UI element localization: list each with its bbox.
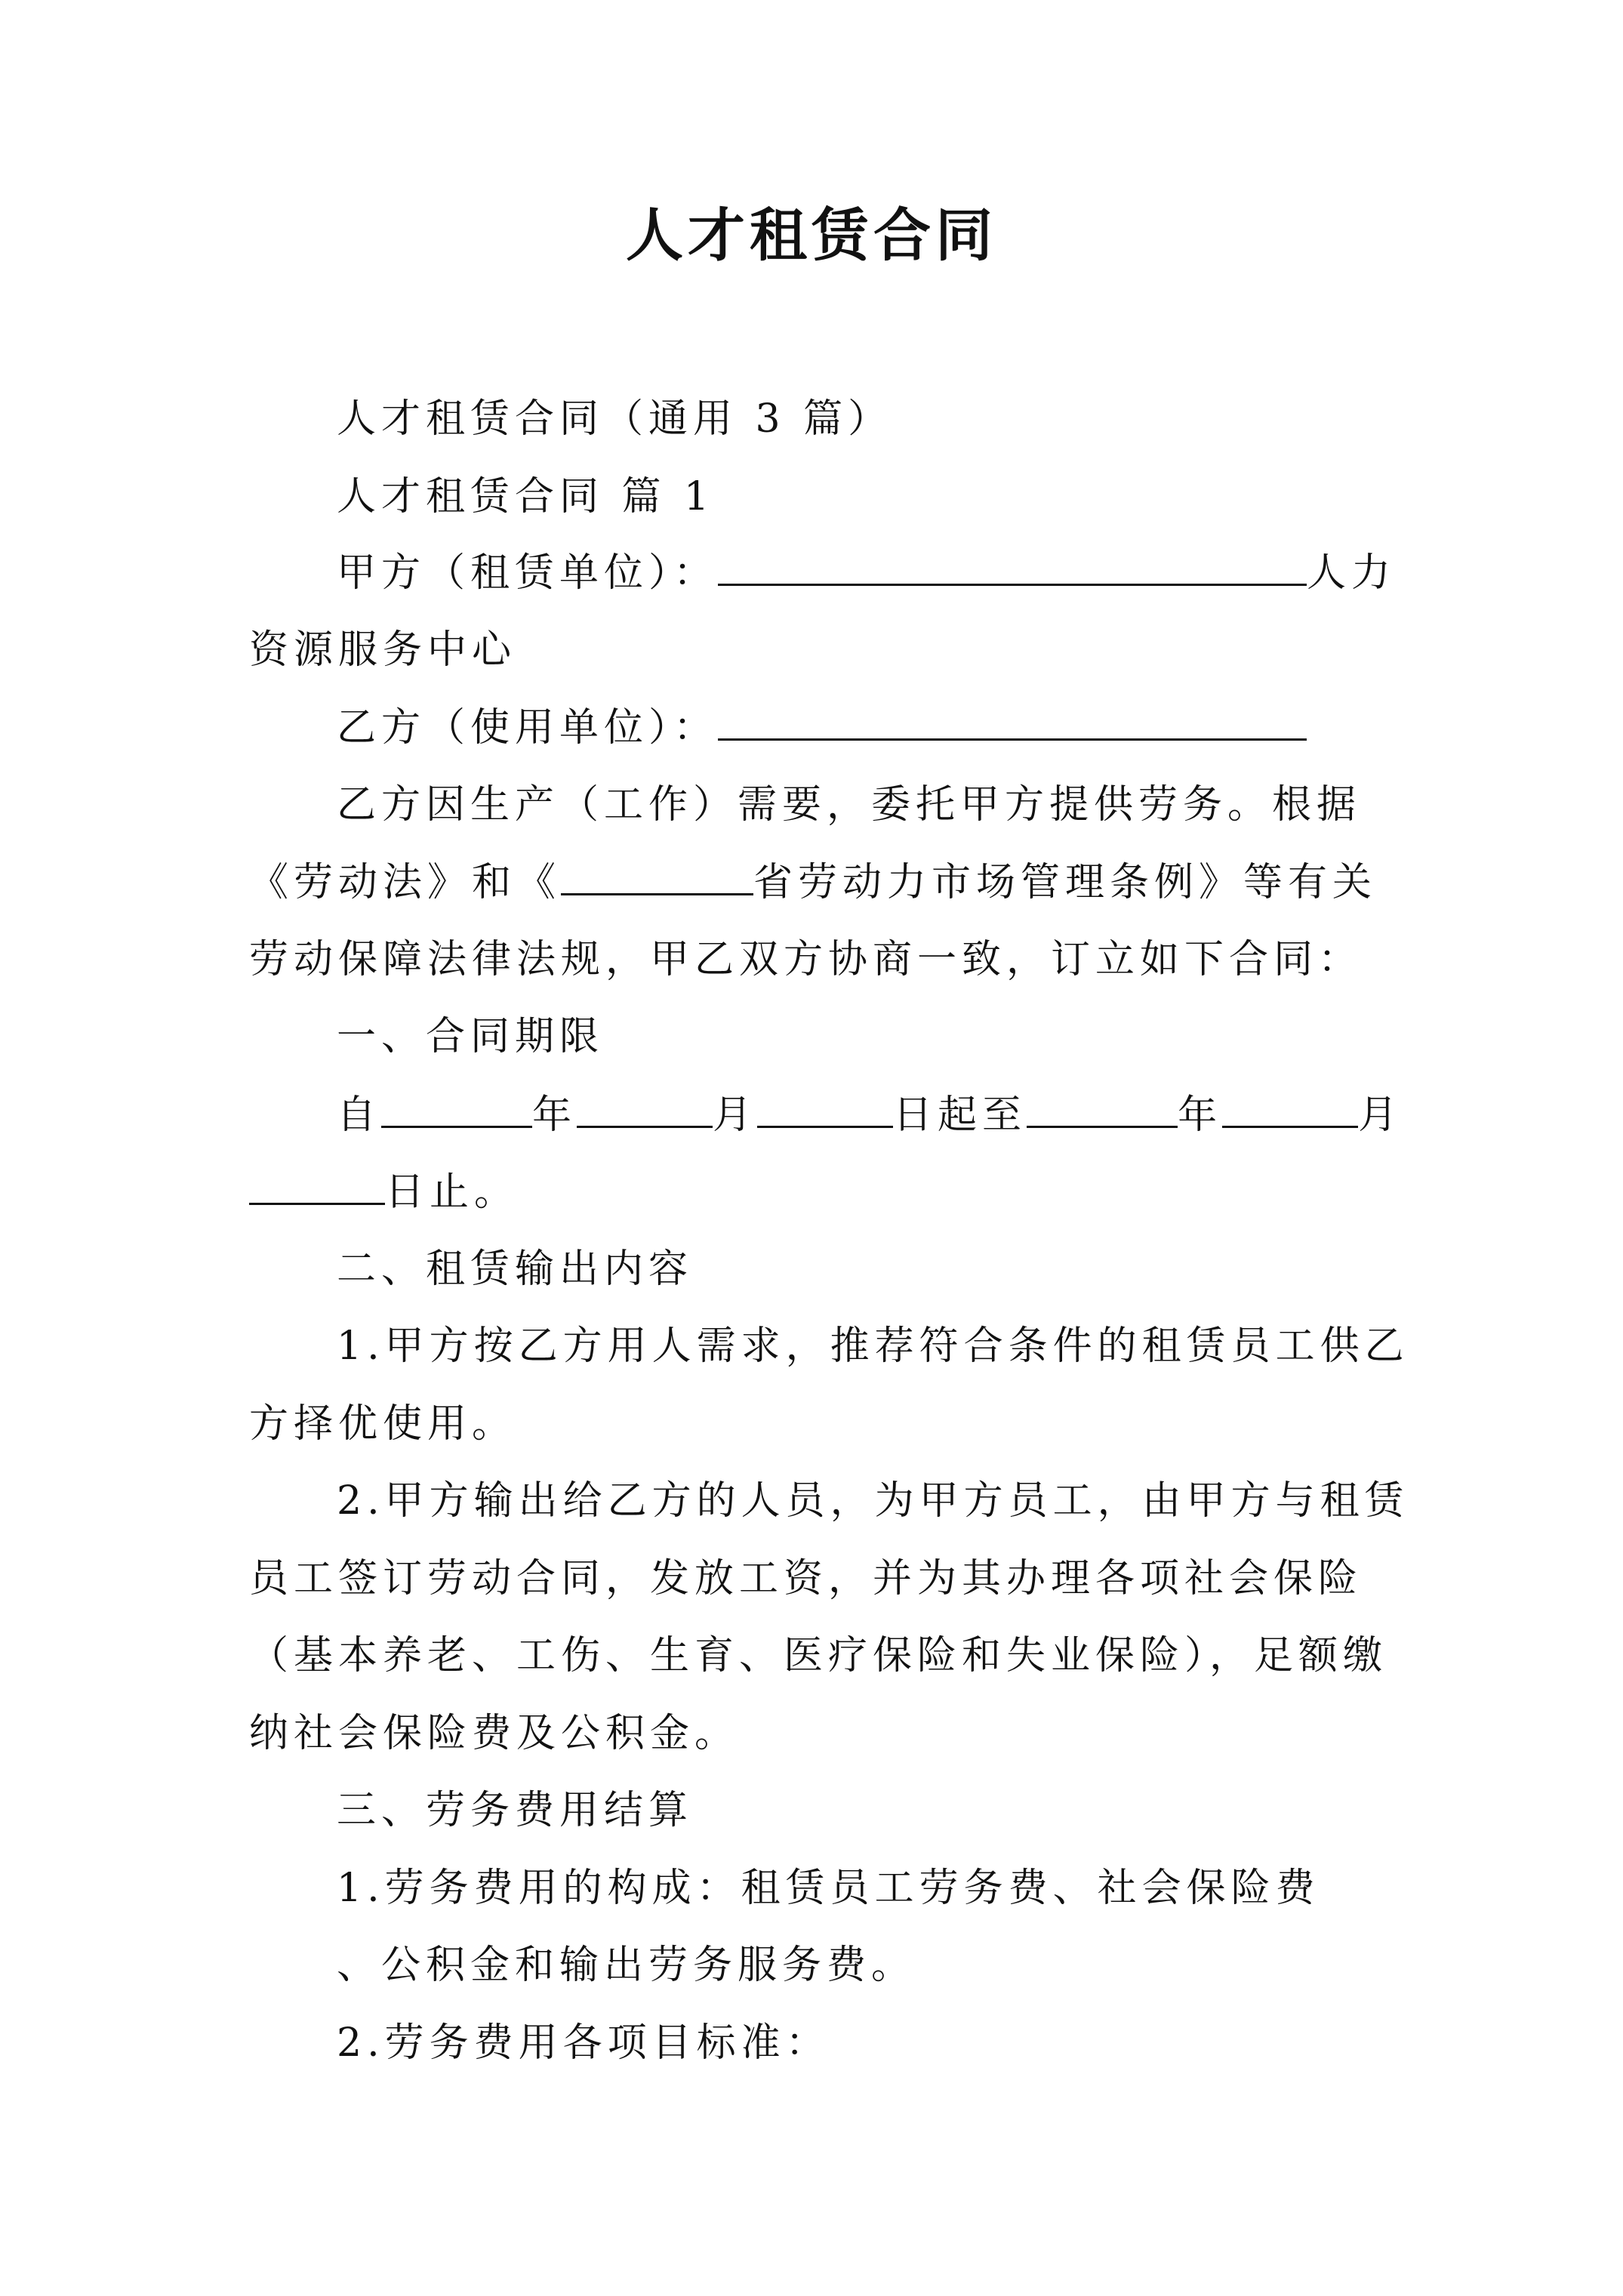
party-a-line	[0, 546, 1623, 599]
start-month-blank	[577, 1088, 713, 1128]
s2-p2-line-3: （基本养老、工伤、生育、医疗保险和失业保险），足额缴	[249, 1633, 1388, 1678]
s3-p1-line-1: 1.劳务费用的构成：租赁员工劳务费、社会保险费	[337, 1866, 1320, 1911]
party-b-line	[0, 701, 1623, 754]
contract-term-end	[0, 1165, 1623, 1219]
start-day-blank	[757, 1088, 893, 1128]
s2-p1-line-1: 1.甲方按乙方用人需求，推荐符合条件的租赁员工供乙	[337, 1324, 1409, 1369]
s2-p2-line-1: 2.甲方输出给乙方的人员，为甲方员工，由甲方与租赁	[337, 1478, 1409, 1524]
term-end-month: 月	[1358, 1093, 1403, 1138]
party-b-label: 乙方（使用单位）：	[337, 705, 719, 750]
s2-p2-line-4: 纳社会保险费及公积金。	[249, 1711, 740, 1756]
party-a-label: 甲方（租赁单位）：	[337, 550, 719, 596]
s2-p2-line-2: 员工签订劳动合同，发放工资，并为其办理各项社会保险	[249, 1556, 1363, 1601]
subtitle: 人才租赁合同（通用 3 篇）	[337, 396, 893, 442]
contract-term-line	[0, 1088, 1623, 1142]
party-b-blank	[718, 701, 1307, 741]
s3-p2-line: 2.劳务费用各项目标准：	[337, 2020, 830, 2066]
start-year-blank	[381, 1088, 532, 1128]
party-a-continued: 资源服务中心	[249, 627, 517, 673]
term-year: 年	[532, 1093, 577, 1138]
province-blank	[561, 855, 753, 895]
s2-p1-line-2: 方择优使用。	[249, 1401, 517, 1447]
intro-line-3: 劳动保障法律法规，甲乙双方协商一致，订立如下合同：	[249, 937, 1363, 982]
document-title: 人才租赁合同	[626, 202, 997, 269]
term-from: 自	[337, 1093, 382, 1138]
term-month: 月	[713, 1093, 758, 1138]
intro-line-2a: 《劳动法》和《	[249, 860, 562, 905]
term-end-year: 年	[1178, 1093, 1223, 1138]
intro-line-1: 乙方因生产（工作）需要，委托甲方提供劳务。根据	[337, 782, 1362, 827]
section-1-heading: 一、合同期限	[337, 1014, 605, 1059]
section-2-heading: 二、租赁输出内容	[337, 1247, 694, 1292]
term-day-to: 日起至	[893, 1093, 1027, 1138]
section-3-heading: 三、劳务费用结算	[337, 1788, 694, 1833]
term-end-day: 日止。	[385, 1170, 519, 1215]
end-month-blank	[1222, 1088, 1358, 1128]
intro-line-2b: 省劳动力市场管理条例》等有关	[753, 860, 1378, 905]
intro-line-2	[0, 855, 1623, 909]
section-heading: 人才租赁合同 篇 1	[337, 474, 715, 519]
s3-p1-line-2: 、公积金和输出劳务服务费。	[337, 1943, 916, 1988]
end-year-blank	[1027, 1088, 1178, 1128]
party-a-blank	[718, 546, 1307, 586]
end-day-blank	[249, 1165, 385, 1205]
party-a-suffix: 人力	[1307, 550, 1397, 596]
